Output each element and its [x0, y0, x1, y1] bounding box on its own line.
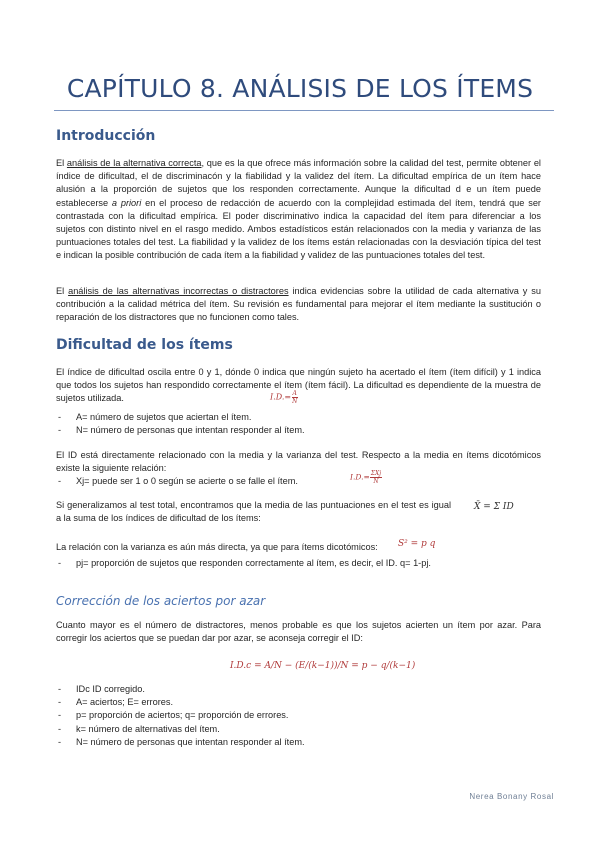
intro-paragraph-2: [56, 285, 541, 325]
text-run: El ID está directamente relacionado con la media y la varianza del test. Respecto a la media en ítems dicotómicos existe la siguiente relación:: [56, 450, 541, 474]
list-item-text: p= proporción de aciertos; q= proporción de errores.: [76, 710, 289, 721]
text-run: indica evidencias sobre la utilidad de cada alternativa y su contribución a la calidad métrica del ítem. Su revisión es fundamental para mejorar el ítem mediante la sustitución o reparación de los distractores que no funcionen como tales.: [56, 286, 541, 323]
text-run: , que es la que ofrece más información sobre la calidad del test, permite obtener el índice de dificultad, el de discriminacón y la fiabilidad y la validez del ítem. La dificultad empírica de un ítem hace alusión a la proporción de sujetos que los responden correctamente. Aunque la dificultad d e un ítem puede establecerse: [56, 158, 541, 208]
list-item: - pj= proporción de sujetos que responden correctamente al ítem, es decir, el ID. q= 1-pj.: [58, 558, 431, 568]
list-item-text: A= aciertos; E= errores.: [76, 697, 174, 708]
list-item: - A= aciertos; E= errores.: [58, 697, 174, 708]
heading-introduccion: Introducción: [56, 128, 156, 144]
list-item-text: N= número de personas que intentan responder al ítem.: [76, 736, 305, 747]
text-run: El: [56, 286, 69, 296]
list-item-text: N= número de personas que intentan responder al ítem.: [76, 425, 305, 436]
correccion-bullets: [56, 683, 541, 749]
heading-correccion: Corrección de los aciertos por azar: [56, 594, 266, 608]
formula-lhs: I.D.=: [350, 472, 370, 482]
dificultad-paragraph-4: [56, 541, 396, 554]
list-item: - Xj= puede ser 1 o 0 según se acierte o se falle el ítem.: [58, 476, 298, 486]
correccion-paragraph-1: [56, 619, 541, 645]
intro-paragraph-1: [56, 157, 541, 263]
list-item-text: k= número de alternativas del ítem.: [76, 723, 220, 734]
italic-a-priori: a priori: [111, 197, 142, 208]
text-run: en el proceso de redacción de acuerdo con la complejidad estimada del ítem, tendrá que ser contrastada con la dificultad empírica. El poder discriminativo indica la capacidad del ítem para diferenciar a los sujetos con distinto nivel en el rasgo medido. Ambos estadísticos están relacionados con la media y varianza de las puntuaciones totales del test. La fiabilidad y la validez de los ítems están relacionadas con la desviación típica del test e indican la posible contribución de cada ítem a la fiabilidad y validez de las puntuaciones totales del test.: [56, 197, 541, 261]
formula-id-corrected: I.D.c = A/N − (E/(k−1))/N = p − q/(k−1): [230, 661, 416, 671]
link-alternativa-correcta: análisis de la alternativa correcta: [66, 158, 202, 168]
dificultad-paragraph-2: [56, 449, 541, 475]
list-item: - A= número de sujetos que aciertan el ítem.: [58, 412, 252, 422]
frac-den: N: [373, 478, 379, 485]
formula-id: [270, 390, 298, 405]
title-divider: [54, 110, 554, 111]
dificultad-bullets-1: [56, 411, 541, 437]
frac-num: A: [292, 390, 297, 397]
formula-id-sum: [350, 470, 382, 485]
dificultad-bullet-x: [56, 475, 346, 488]
list-item: - p= proporción de aciertos; q= proporción de errores.: [58, 710, 289, 721]
text-run: Si generalizamos al test total, encontramos que la media de las puntuaciones en el test es igual a la suma de los índices de dificultad de los ítems:: [56, 500, 451, 524]
formula-mean: X̄ = Σ ID: [474, 502, 514, 512]
link-alternativas-incorrectas: análisis de las alternativas incorrectas o distractores: [68, 286, 289, 296]
list-item: - N= número de personas que intentan responder al ítem.: [58, 425, 305, 436]
text-run: El: [56, 158, 67, 168]
footer-author: Nerea Bonany Rosal: [469, 792, 554, 801]
formula-fraction: [291, 390, 298, 405]
list-item-text: Xj= puede ser 1 o 0 según se acierte o se falle el ítem.: [76, 476, 298, 486]
dificultad-bullet-p: [56, 557, 541, 570]
formula-fraction: [370, 470, 382, 485]
text-run: El índice de dificultad oscila entre 0 y 1, dónde 0 indica que ningún sujeto ha acertado el ítem (ítem difícil) y 1 indica que todos los sujetos han respondido correctamente el ítem (ítem fácil). La dificultad es dependiente de la muestra de sujetos utilizada.: [56, 367, 541, 404]
formula-lhs: I.D.=: [270, 392, 292, 402]
list-item-text: IDc ID corregido.: [76, 684, 145, 694]
formula-variance: S² = p q: [398, 539, 436, 549]
list-item-text: A= número de sujetos que aciertan el ítem.: [76, 412, 252, 422]
text-run: Cuanto mayor es el número de distractores, menos probable es que los sujetos acierten un ítem por azar. Para corregir los aciertos que se puedan dar por azar, se aconseja corregir el ID:: [56, 620, 541, 644]
list-item: - IDc ID corregido.: [58, 684, 145, 694]
list-item-text: pj= proporción de sujetos que responden correctamente al ítem, es decir, el ID. q= 1-pj.: [76, 558, 431, 568]
list-item: - k= número de alternativas del ítem.: [58, 723, 220, 734]
dificultad-paragraph-3: [56, 499, 451, 525]
heading-dificultad: Dificultad de los ítems: [56, 337, 233, 353]
text-run: La relación con la varianza es aún más directa, ya que para ítems dicotómicos:: [56, 542, 378, 552]
chapter-title: CAPÍTULO 8. ANÁLISIS DE LOS ÍTEMS: [66, 74, 534, 103]
frac-den: N: [292, 398, 298, 405]
frac-num: ΣXj: [370, 470, 382, 477]
list-item: - N= número de personas que intentan responder al ítem.: [58, 736, 305, 747]
dificultad-paragraph-1: [56, 366, 541, 406]
